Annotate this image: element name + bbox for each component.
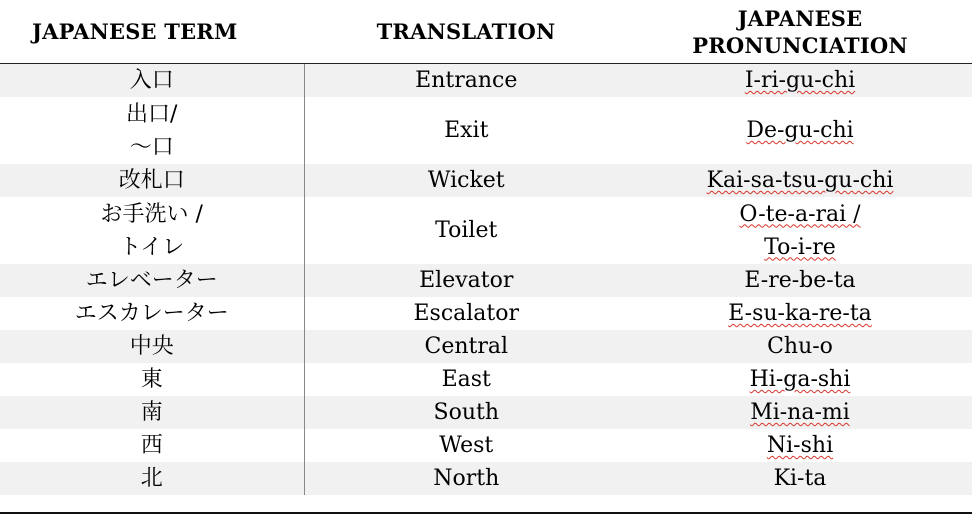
bottom-rule (0, 512, 972, 514)
term-text: 北 (140, 466, 163, 491)
term-cell (0, 97, 304, 164)
term-text: 中央 (129, 334, 174, 359)
table-row (0, 363, 972, 396)
translation-cell: Elevator (304, 264, 628, 297)
header-translation: TRANSLATION (304, 0, 628, 64)
table-row (0, 396, 972, 429)
term-cell (0, 264, 304, 297)
term-text: エレベーター (85, 268, 218, 293)
term-text: 東 (140, 367, 163, 392)
header-pronunciation-line2: PRONUNCIATION (692, 32, 908, 58)
translation-cell: South (304, 396, 628, 429)
translation-cell: East (304, 363, 628, 396)
header-pronunciation (628, 0, 972, 64)
table-row (0, 297, 972, 330)
pronunciation-cell (628, 396, 972, 429)
translation-cell: Wicket (304, 164, 628, 197)
pronunciation-text: I-ri-gu-chi (744, 68, 856, 93)
term-cell (0, 429, 304, 462)
table-row (0, 462, 972, 495)
pronunciation-cell (628, 97, 972, 164)
pronunciation-cell (628, 363, 972, 396)
header-pronunciation-line1: JAPANESE (737, 5, 863, 31)
term-cell (0, 462, 304, 495)
term-cell (0, 363, 304, 396)
translation-cell: Toilet (304, 197, 628, 264)
pronunciation-text: Hi-ga-shi (749, 367, 851, 392)
term-text: 西 (140, 433, 163, 458)
term-cell (0, 164, 304, 197)
pronunciation-cell (628, 264, 972, 297)
header-row (0, 0, 972, 64)
translation-cell: West (304, 429, 628, 462)
table-row (0, 197, 972, 264)
pronunciation-text: Mi-na-mi (750, 400, 850, 425)
pronunciation-cell (628, 197, 972, 264)
term-cell (0, 64, 304, 98)
translation-cell: Exit (304, 97, 628, 164)
translation-cell: Central (304, 330, 628, 363)
table-row (0, 64, 972, 98)
term-text: トイレ (119, 234, 185, 260)
term-text: お手洗い / (100, 201, 203, 227)
term-cell (0, 396, 304, 429)
table-row (0, 164, 972, 197)
term-text: 改札口 (118, 168, 185, 193)
table-row (0, 429, 972, 462)
term-cell (0, 197, 304, 264)
pronunciation-text: O-te-a-rai / (739, 201, 861, 227)
term-cell (0, 330, 304, 363)
pronunciation-text: Kai-sa-tsu-gu-chi (706, 168, 894, 193)
term-text: エスカレーター (74, 301, 229, 326)
pronunciation-text: E-su-ka-re-ta (728, 301, 872, 326)
translation-cell: Entrance (304, 64, 628, 98)
term-text: 〜口 (129, 134, 174, 160)
pronunciation-text: Ki-ta (773, 466, 827, 491)
pronunciation-text: Chu-o (767, 334, 833, 359)
pronunciation-cell (628, 462, 972, 495)
pronunciation-text: To-i-re (764, 234, 836, 260)
translation-cell: Escalator (304, 297, 628, 330)
pronunciation-text: Ni-shi (766, 433, 834, 458)
table-row (0, 330, 972, 363)
term-text: 出口/ (126, 101, 178, 127)
pronunciation-text: E-re-be-ta (744, 268, 856, 293)
table-row (0, 264, 972, 297)
pronunciation-cell (628, 64, 972, 98)
pronunciation-cell (628, 297, 972, 330)
table-row (0, 97, 972, 164)
term-text: 入口 (129, 68, 174, 93)
translation-cell: North (304, 462, 628, 495)
pronunciation-cell (628, 429, 972, 462)
header-japanese-term: JAPANESE TERM (0, 0, 304, 64)
pronunciation-cell (628, 164, 972, 197)
pronunciation-text: De-gu-chi (746, 118, 854, 143)
pronunciation-cell (628, 330, 972, 363)
term-text: 南 (140, 400, 163, 425)
term-cell (0, 297, 304, 330)
